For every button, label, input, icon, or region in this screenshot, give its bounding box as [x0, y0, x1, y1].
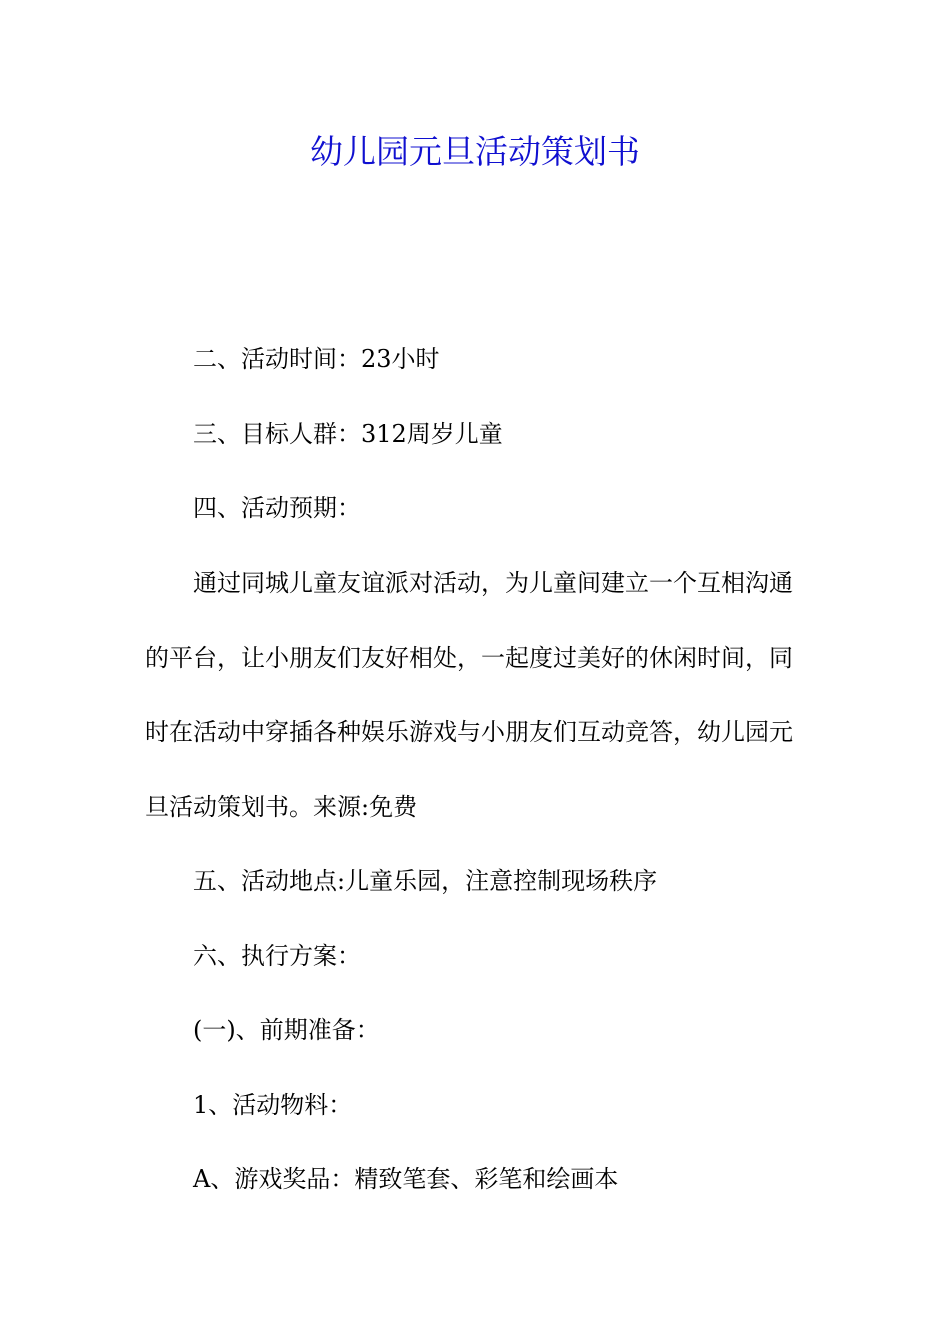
paragraph-location	[145, 844, 810, 919]
paragraph-line: 通过同城儿童友谊派对活动，为儿童间建立一个互相沟通	[193, 569, 793, 597]
paragraph-prizes	[145, 1142, 810, 1217]
paragraph-execution-plan	[145, 919, 810, 994]
paragraph-line: 时在活动中穿插各种娱乐游戏与小朋友们互动竞答，幼儿园元	[145, 718, 793, 746]
paragraph-line: 二、活动时间：23小时	[193, 345, 440, 373]
paragraph-target-audience	[145, 397, 810, 472]
paragraph-line: A、游戏奖品：精致笔套、彩笔和绘画本	[193, 1165, 619, 1193]
paragraph-materials	[145, 1068, 810, 1143]
document-title: 幼儿园元旦活动策划书	[310, 132, 640, 171]
paragraph-preparation	[145, 993, 810, 1068]
paragraph-line: 1、活动物料：	[193, 1091, 353, 1119]
paragraph-expectation-body	[145, 546, 810, 844]
paragraph-line: 四、活动预期：	[193, 494, 361, 522]
paragraph-line: 五、活动地点:儿童乐园，注意控制现场秩序	[193, 867, 658, 895]
paragraph-expectation-heading	[145, 471, 810, 546]
paragraph-line: 三、目标人群：312周岁儿童	[193, 420, 503, 448]
paragraph-line: 的平台，让小朋友们友好相处，一起度过美好的休闲时间，同	[145, 643, 793, 672]
paragraph-line: 旦活动策划书。来源:免费	[145, 792, 418, 821]
paragraph-line: (一)、前期准备：	[193, 1016, 380, 1044]
paragraph-line: 六、执行方案：	[193, 942, 361, 970]
paragraph-activity-time	[145, 322, 810, 397]
